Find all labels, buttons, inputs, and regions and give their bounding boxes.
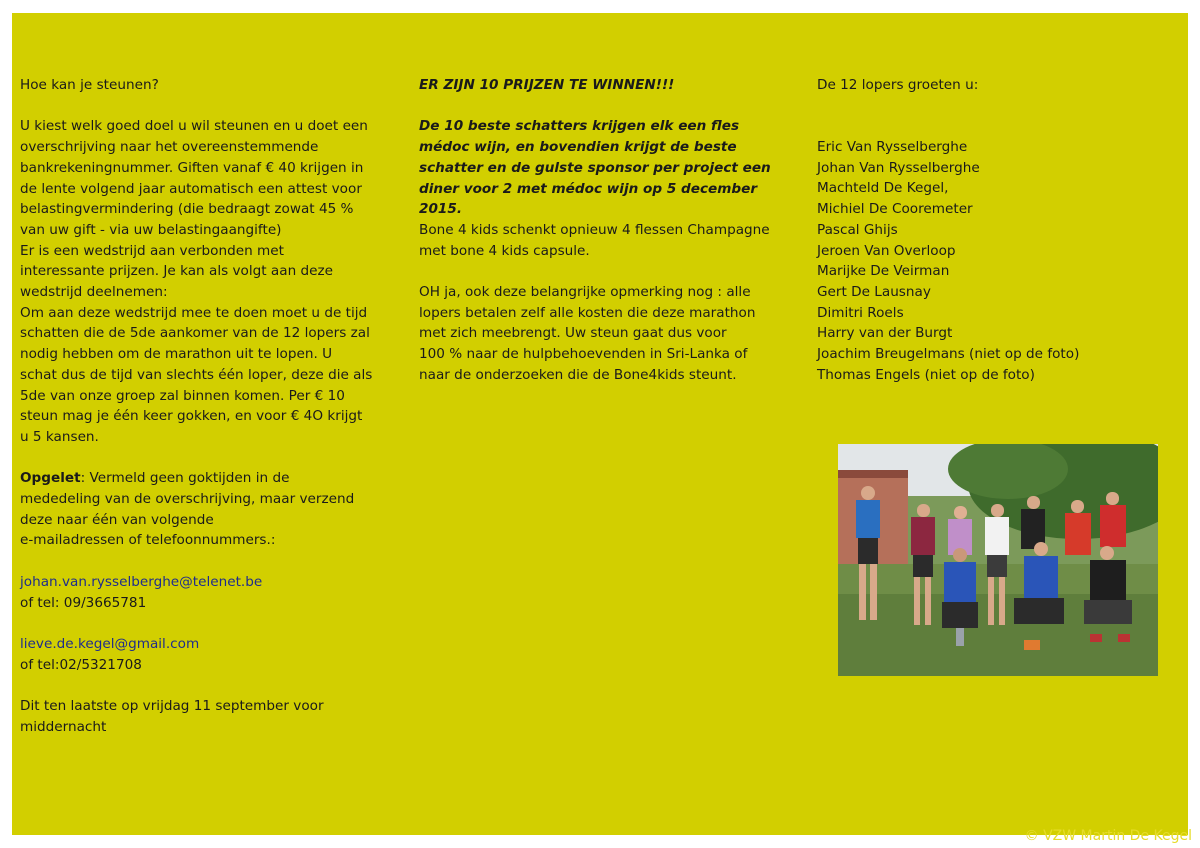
support-text-line: nodig hebben om de marathon uit te lopen. U — [20, 346, 333, 363]
runner-name: Dimitri Roels — [817, 304, 904, 321]
copyright-watermark: © VZW Martin De Kegel — [1024, 828, 1192, 844]
support-column — [20, 75, 392, 737]
deadline-line: Dit ten laatste op vrijdag 11 september voor — [20, 698, 324, 715]
phone-johan: of tel: 09/3665781 — [20, 594, 147, 611]
note-line: lopers betalen zelf alle kosten die deze marathon — [419, 304, 756, 321]
opgelet-line — [20, 468, 392, 489]
support-text-line: interessante prijzen. Je kan als volgt aan deze — [20, 263, 334, 280]
runner-name: Pascal Ghijs — [817, 221, 898, 238]
flyer-page — [12, 13, 1188, 835]
runner-name: Jeroen Van Overloop — [817, 242, 956, 259]
support-heading: Hoe kan je steunen? — [20, 77, 159, 93]
runners-column — [817, 75, 1157, 386]
support-text-line: Om aan deze wedstrijd mee te doen moet u de tijd — [20, 304, 368, 321]
opgelet-text-line: deze naar één van volgende — [20, 511, 214, 528]
runner-name: Gert De Lausnay — [817, 284, 931, 300]
deadline-line: middernacht — [20, 718, 107, 735]
prizes-heading: ER ZIJN 10 PRIJZEN TE WINNEN!!! — [419, 77, 675, 93]
support-text-line: de lente volgend jaar automatisch een attest voor — [20, 180, 362, 197]
support-text-line: overschrijving naar het overeenstemmende — [20, 139, 319, 156]
email-link-lieve[interactable]: lieve.de.kegel@gmail.com — [20, 635, 200, 652]
runner-name: Machteld De Kegel, — [817, 180, 949, 197]
group-photo — [838, 444, 1158, 676]
note-line: 100 % naar de hulpbehoevenden in Sri-Lanka of — [419, 346, 748, 363]
note-line: OH ja, ook deze belangrijke opmerking nog : alle — [419, 284, 751, 300]
runner-name: Thomas Engels (niet op de foto) — [817, 366, 1035, 383]
email-link-johan[interactable]: johan.van.rysselberghe@telenet.be — [20, 573, 263, 590]
bone4kids-line: met bone 4 kids capsule. — [419, 242, 590, 259]
opgelet-text-line: e-mailadressen of telefoonnummers.: — [20, 532, 276, 549]
support-text-line: U kiest welk goed doel u wil steunen en u doet een — [20, 118, 368, 135]
runner-name: Joachim Breugelmans (niet op de foto) — [817, 346, 1080, 363]
runners-list — [817, 137, 1157, 385]
bone4kids-line: Bone 4 kids schenkt opnieuw 4 flessen Champagne — [419, 221, 770, 238]
note-line: naar de onderzoeken die de Bone4kids steunt. — [419, 366, 737, 383]
runner-name: Michiel De Cooremeter — [817, 201, 973, 218]
prize-text-line: 2015. — [419, 201, 462, 218]
note-line: met zich meebrengt. Uw steun gaat dus voor — [419, 325, 727, 342]
support-text-line: 5de van onze groep zal binnen komen. Per € 10 — [20, 387, 345, 404]
support-text-line: Er is een wedstrijd aan verbonden met — [20, 242, 284, 259]
prize-text-line: schatter en de gulste sponsor per project een — [419, 159, 771, 176]
runners-heading: De 12 lopers groeten u: — [817, 77, 979, 93]
opgelet-label: Opgelet — [20, 470, 81, 487]
support-text-line: belastingvermindering (die bedraagt zowat 45 % — [20, 201, 354, 218]
runner-name: Johan Van Rysselberghe — [817, 159, 980, 176]
support-text-line: schatten die de 5de aankomer van de 12 lopers zal — [20, 325, 370, 342]
runner-name: Marijke De Veirman — [817, 263, 950, 280]
opgelet-text: : Vermeld geen goktijden in de — [80, 470, 290, 487]
prize-text-line: diner voor 2 met médoc wijn op 5 december — [419, 180, 758, 197]
prize-text-line: De 10 beste schatters krijgen elk een fles — [419, 118, 740, 135]
support-text-line: van uw gift - via uw belastingaangifte) — [20, 221, 282, 238]
phone-lieve: of tel:02/5321708 — [20, 656, 142, 673]
runner-name: Eric Van Rysselberghe — [817, 139, 968, 156]
prizes-column — [419, 75, 795, 386]
opgelet-text-line: mededeling van de overschrijving, maar verzend — [20, 491, 355, 508]
runner-name: Harry van der Burgt — [817, 325, 953, 342]
prize-text-line: médoc wijn, en bovendien krijgt de beste — [419, 139, 737, 156]
support-text-line: u 5 kansen. — [20, 428, 99, 445]
support-text-line: wedstrijd deelnemen: — [20, 284, 168, 301]
support-text-line: steun mag je één keer gokken, en voor € 4O krijgt — [20, 408, 363, 425]
support-text-line: schat dus de tijd van slechts één loper, deze die als — [20, 366, 373, 383]
support-text-line: bankrekeningnummer. Giften vanaf € 40 krijgen in — [20, 159, 364, 176]
